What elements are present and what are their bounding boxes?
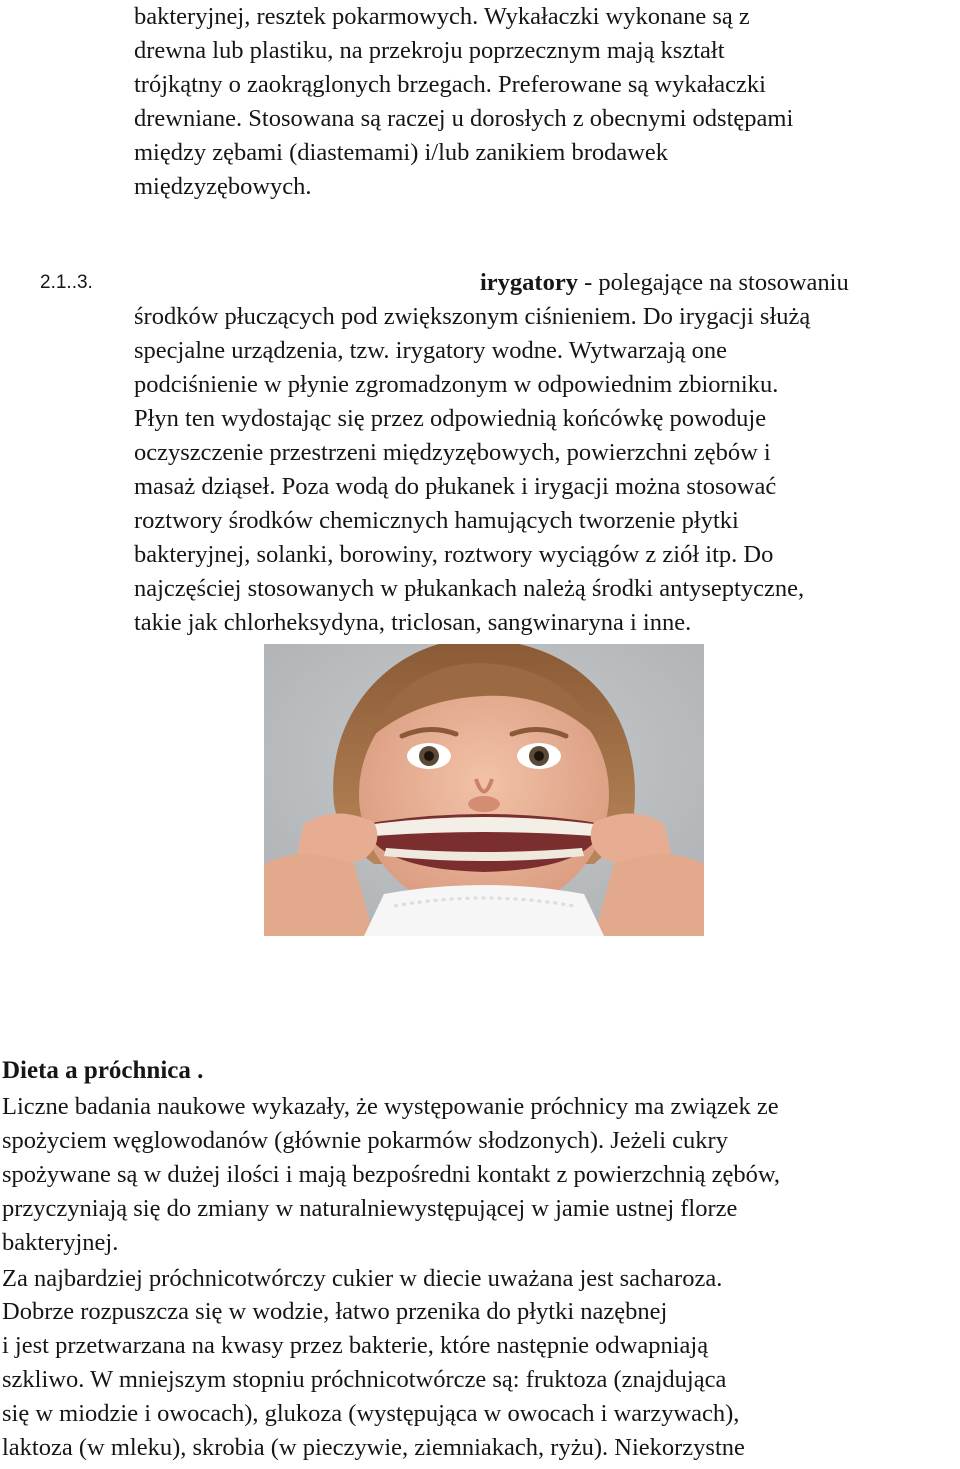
section-term: irygatory <box>480 269 578 296</box>
intro-line: między zębami (diastemami) i/lub zanikiem brodawek <box>134 139 669 166</box>
section-line: podciśnienie w płynie zgromadzonym w odpowiednim zbiorniku. <box>134 371 779 398</box>
body-line: Liczne badania naukowe wykazały, że występowanie próchnicy ma związek ze <box>2 1093 779 1120</box>
section-first-line <box>480 266 849 300</box>
section-line: specjalne urządzenia, tzw. irygatory wodne. Wytwarzają one <box>134 337 728 364</box>
section-line: oczyszczenie przestrzeni międzyzębowych, powierzchni zębów i <box>134 439 771 466</box>
section-line: środków płuczących pod zwiększonym ciśnieniem. Do irygacji służą <box>134 303 811 330</box>
body-line: spożywane są w dużej ilości i mają bezpośredni kontakt z powierzchnią zębów, <box>2 1161 781 1188</box>
section-line: najczęściej stosowanych w płukankach należą środki antyseptyczne, <box>134 575 805 602</box>
body-line: przyczyniają się do zmiany w naturalniewystępującej w jamie ustnej florze <box>2 1195 738 1222</box>
body-line: i jest przetwarzana na kwasy przez bakterie, które następnie odwapniają <box>2 1332 709 1359</box>
section-line: masaż dziąseł. Poza wodą do płukanek i irygacji można stosować <box>134 473 777 500</box>
body-line: Za najbardziej próchnicotwórczy cukier w diecie uważana jest sacharoza. <box>2 1265 723 1292</box>
section-first-line-rest: - polegające na stosowaniu <box>577 269 849 296</box>
body-line: się w miodzie i owocach), glukoza (występująca w owocach i warzywach), <box>2 1400 740 1427</box>
section-heading: Dieta a próchnica . <box>2 1057 204 1084</box>
body-line: laktoza (w mleku), skrobia (w pieczywie, ziemniakach, ryżu). Niekorzystne <box>2 1434 745 1461</box>
intro-line: drewna lub plastiku, na przekroju poprzecznym mają kształt <box>134 37 725 64</box>
section-line: bakteryjnej, solanki, borowiny, roztwory wyciągów z ziół itp. Do <box>134 541 774 568</box>
section-line: takie jak chlorheksydyna, triclosan, sangwinaryna i inne. <box>134 609 692 636</box>
section-line: Płyn ten wydostając się przez odpowiednią końcówkę powoduje <box>134 405 767 432</box>
intro-line: bakteryjnej, resztek pokarmowych. Wykałaczki wykonane są z <box>134 3 750 30</box>
body-line: Dobrze rozpuszcza się w wodzie, łatwo przenika do płytki nazębnej <box>2 1298 668 1325</box>
intro-line: drewniane. Stosowana są raczej u dorosłych z obecnymi odstępami <box>134 105 794 132</box>
section-line: roztwory środków chemicznych hamujących tworzenie płytki <box>134 507 739 534</box>
section-number: 2.1..3. <box>40 272 93 293</box>
body-line: spożyciem węglowodanów (głównie pokarmów słodzonych). Jeżeli cukry <box>2 1127 728 1154</box>
body-line: bakteryjnej. <box>2 1229 119 1256</box>
intro-line: trójkątny o zaokrąglonych brzegach. Preferowane są wykałaczki <box>134 71 766 98</box>
child-teeth-photo <box>264 644 704 936</box>
intro-line: międzyzębowych. <box>134 173 312 200</box>
body-line: szkliwo. W mniejszym stopniu próchnicotwórcze są: fruktoza (znajdująca <box>2 1366 727 1393</box>
